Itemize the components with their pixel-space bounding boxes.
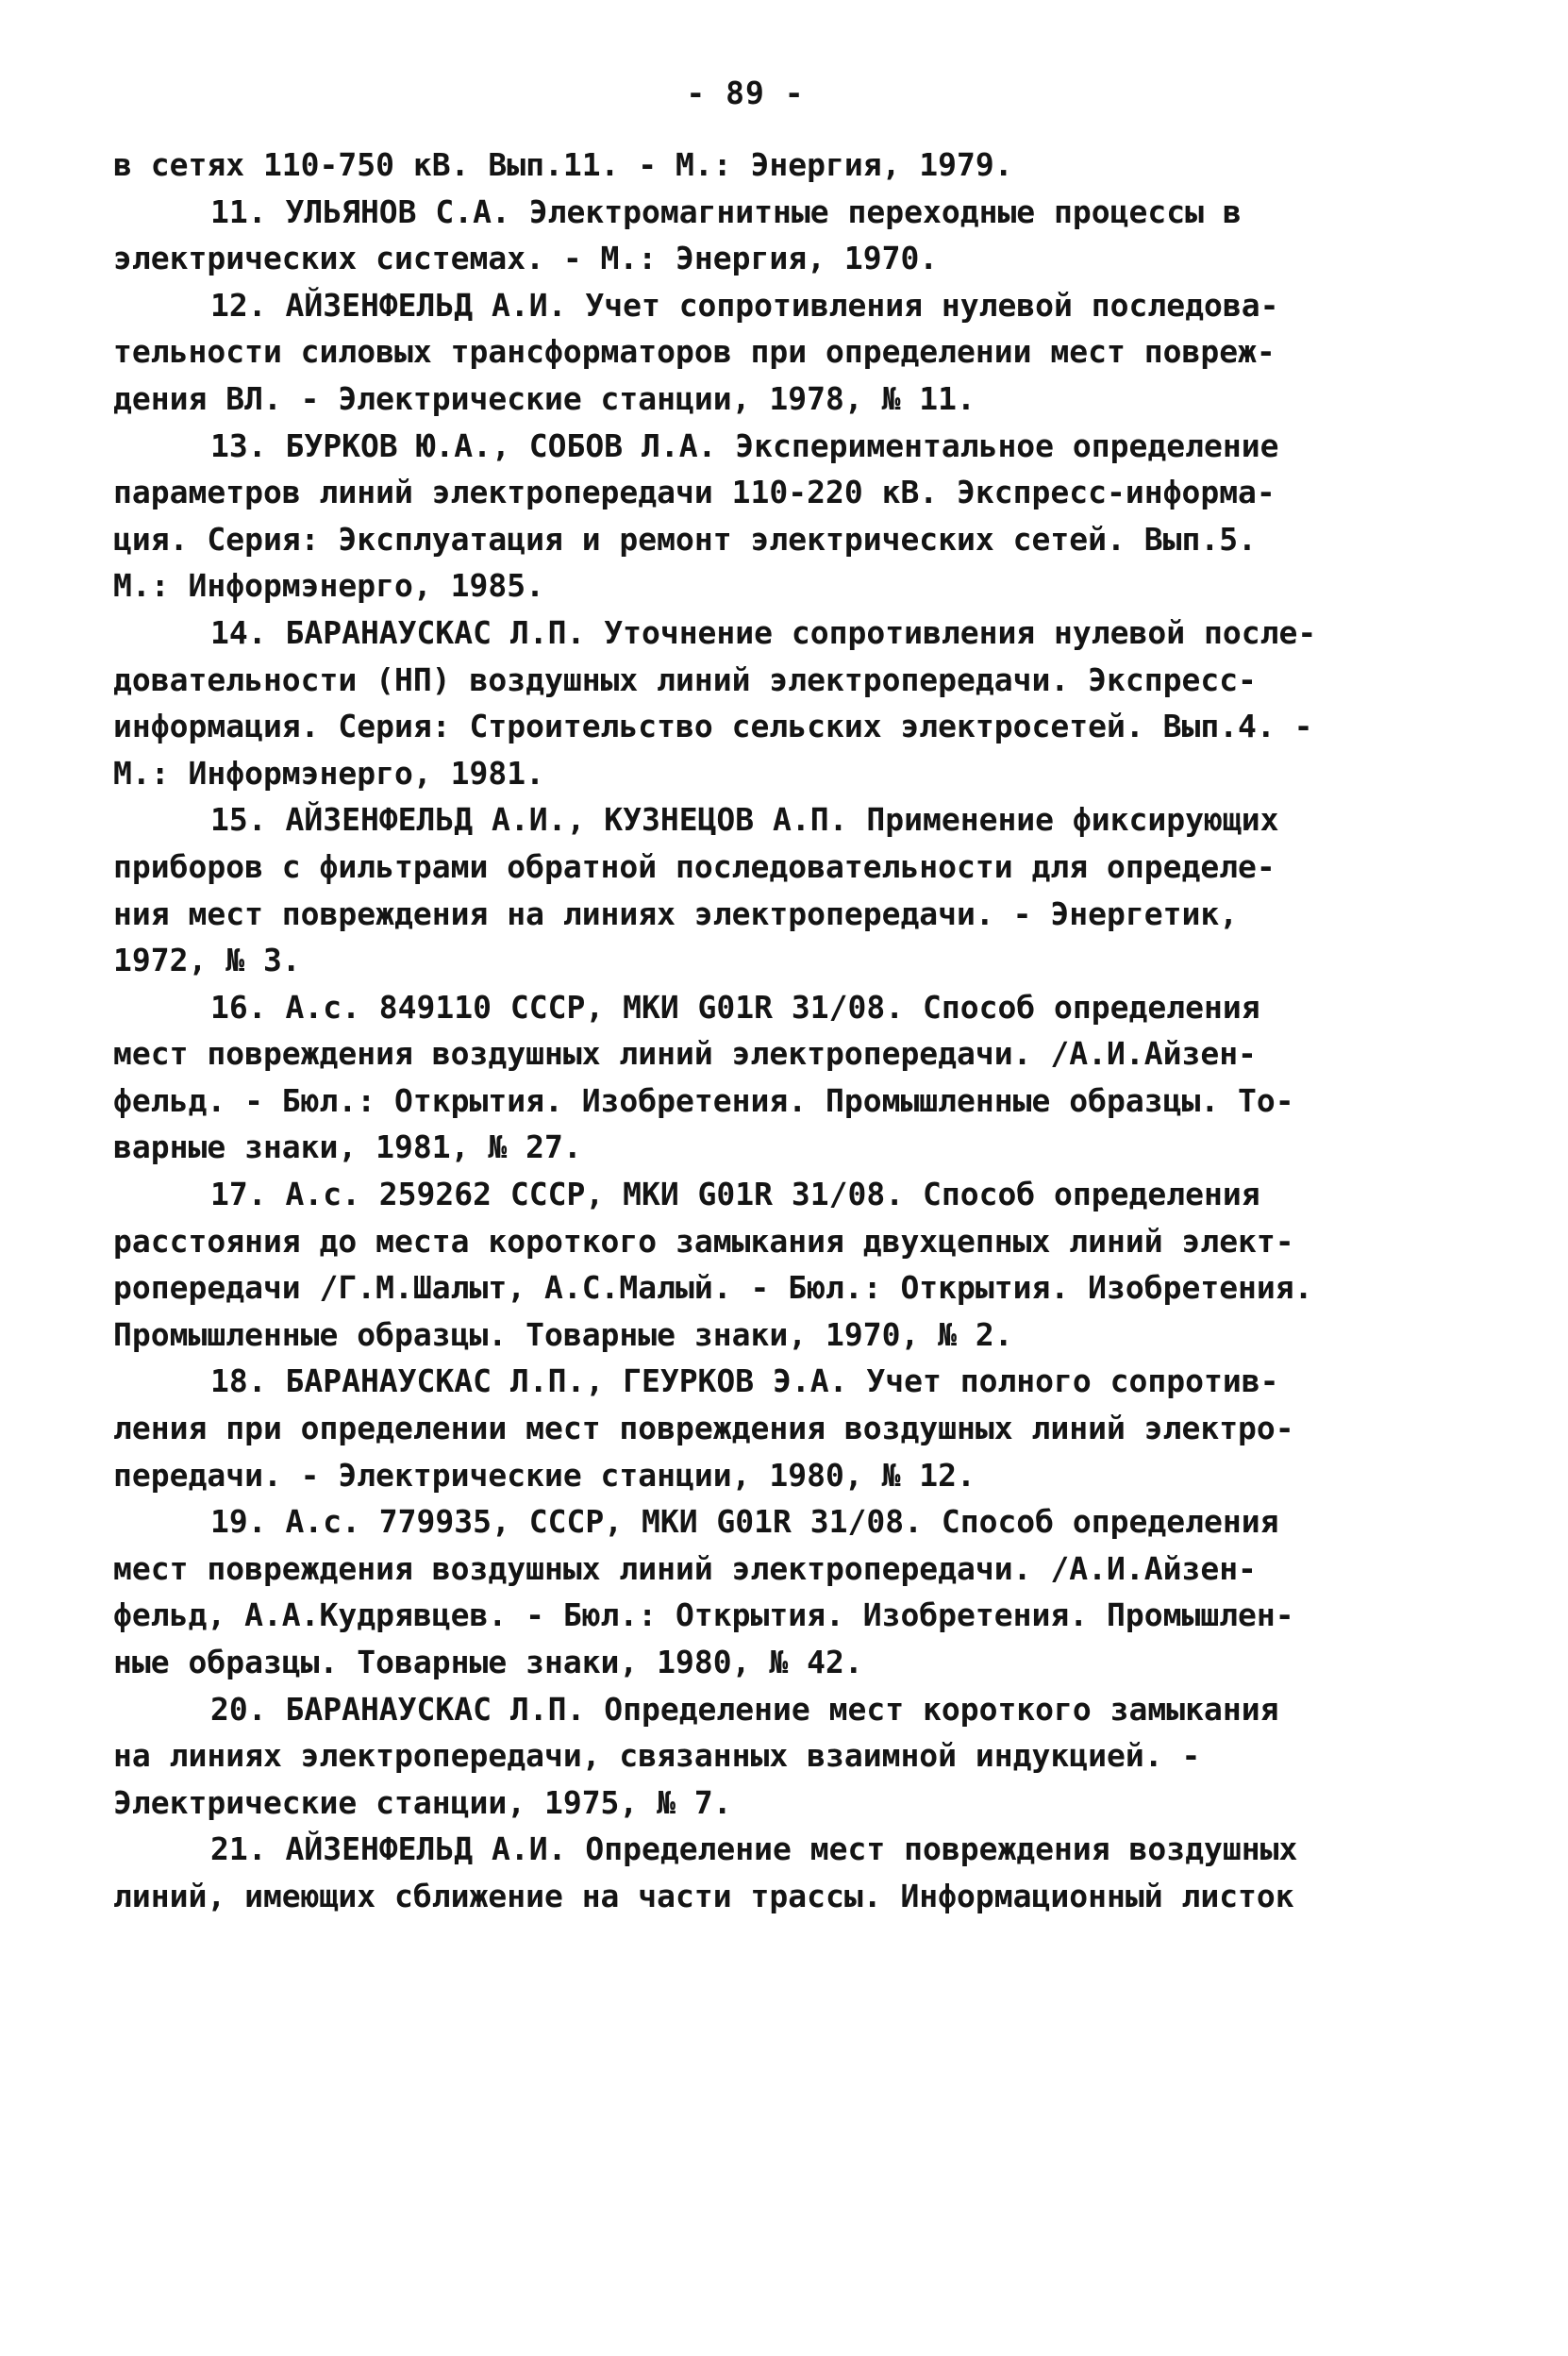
text-line: мест повреждения воздушных линий электропередачи. /А.И.Айзен-	[113, 1035, 1257, 1073]
text-line: передачи. - Электрические станции, 1980, № 12.	[113, 1456, 976, 1494]
text-line: ные образцы. Товарные знаки, 1980, № 42.	[113, 1644, 863, 1680]
text-line: фельд, А.А.Кудрявцев. - Бюл.: Открытия. Изобретения. Промышлен-	[113, 1596, 1294, 1634]
text-line: на линиях электропередачи, связанных взаимной индукцией. -	[113, 1737, 1201, 1775]
text-line: варные знаки, 1981, № 27.	[113, 1128, 582, 1166]
text-line: 13. БУРКОВ Ю.А., СОБОВ Л.А. Экспериментальное определение	[210, 426, 1279, 464]
text-line: ропередачи /Г.М.Шалыт, А.С.Малый. - Бюл.: Открытия. Изобретения.	[113, 1269, 1313, 1307]
text-line: дения ВЛ. - Электрические станции, 1978, № 11.	[113, 379, 976, 417]
text-line: параметров линий электропередачи 110-220 кВ. Экспресс-информа-	[113, 474, 1276, 511]
text-line: 17. А.с. 259262 СССР, МКИ G01R 31/08. Способ определения	[210, 1176, 1260, 1213]
text-line: в сетях 110-750 кВ. Вып.11. - М.: Энергия, 1979.	[113, 146, 1013, 183]
text-line: 20. БАРАНАУСКАС Л.П. Определение мест короткого замыкания	[210, 1690, 1279, 1728]
bibliography-text	[113, 142, 1340, 1920]
text-line: М.: Информэнерго, 1985.	[113, 567, 544, 605]
text-line: 11. УЛЬЯНОВ С.А. Электромагнитные переходные процессы в	[210, 192, 1242, 230]
text-line: тельности силовых трансформаторов при определении мест повреж-	[113, 333, 1276, 371]
text-line: информация. Серия: Строительство сельских электросетей. Вып.4. -	[113, 708, 1313, 745]
text-line: Электрические станции, 1975, № 7.	[113, 1783, 732, 1821]
text-line: ления при определении мест повреждения воздушных линий электро-	[113, 1410, 1294, 1447]
text-line: 19. А.с. 779935, СССР, МКИ G01R 31/08. Способ определения	[210, 1503, 1279, 1541]
text-line: М.: Информэнерго, 1981.	[113, 754, 544, 792]
text-line: электрических системах. - М.: Энергия, 1970.	[113, 240, 939, 277]
text-line: ния мест повреждения на линиях электропередачи. - Энергетик,	[113, 894, 1239, 932]
text-line: 12. АЙЗЕНФЕЛЬД А.И. Учет сопротивления нулевой последова-	[210, 286, 1279, 324]
text-line: довательности (НП) воздушных линий электропередачи. Экспресс-	[113, 660, 1257, 698]
text-line: фельд. - Бюл.: Открытия. Изобретения. Промышленные образцы. То-	[113, 1081, 1294, 1119]
page-number: - 89 -	[686, 75, 805, 111]
text-line: 18. БАРАНАУСКАС Л.П., ГЕУРКОВ Э.А. Учет полного сопротив-	[210, 1362, 1279, 1400]
text-line: линий, имеющих сближение на части трассы. Информационный листок	[113, 1877, 1294, 1914]
text-line: 1972, № 3.	[113, 942, 301, 979]
text-line: приборов с фильтрами обратной последовательности для определе-	[113, 847, 1276, 885]
text-line: 14. БАРАНАУСКАС Л.П. Уточнение сопротивления нулевой после-	[210, 613, 1317, 651]
text-line: 16. А.с. 849110 СССР, МКИ G01R 31/08. Способ определения	[210, 988, 1260, 1026]
text-line: Промышленные образцы. Товарные знаки, 1970, № 2.	[113, 1315, 1013, 1353]
text-line: расстояния до места короткого замыкания двухцепных линий элект-	[113, 1222, 1294, 1260]
text-line: 15. АЙЗЕНФЕЛЬД А.И., КУЗНЕЦОВ А.П. Применение фиксирующих	[210, 801, 1279, 839]
text-line: мест повреждения воздушных линий электропередачи. /А.И.Айзен-	[113, 1549, 1257, 1587]
text-line: 21. АЙЗЕНФЕЛЬД А.И. Определение мест повреждения воздушных	[210, 1830, 1298, 1868]
text-line: ция. Серия: Эксплуатация и ремонт электрических сетей. Вып.5.	[113, 520, 1257, 558]
